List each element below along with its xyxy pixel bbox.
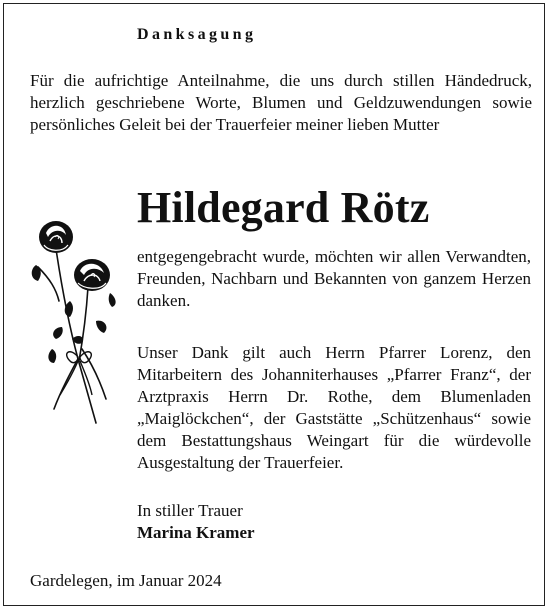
notice-heading: Danksagung bbox=[137, 26, 257, 43]
closing-line: In stiller Trauer bbox=[137, 501, 243, 520]
signer-name: Marina Kramer bbox=[137, 523, 255, 542]
intro-text: Für die aufrichtige Anteilnahme, die uns durch stillen Händedruck, herzlich geschriebene Worte, Blumen und Geldzuwendungen sowie persönliches Geleit bei der Trauerfeier meiner lieben Mutter bbox=[30, 71, 532, 134]
acknowledgement-paragraph: Unser Dank gilt auch Herrn Pfarrer Lorenz, den Mitarbeitern des Johanniterhauses „Pfarrer Franz“, der Arztpraxis Herrn Dr. Rothe, dem Blumenladen „Maiglöckchen“, der Gaststätte „Schützenhaus“ sowie dem Bestattungshaus Weingart für die würdevolle Ausgestaltung der Trauerfeier. bbox=[137, 343, 531, 472]
deceased-name: Hildegard Rötz bbox=[137, 183, 430, 232]
notice-frame bbox=[3, 3, 545, 606]
roses-icon bbox=[26, 209, 130, 429]
place-date: Gardelegen, im Januar 2024 bbox=[30, 571, 222, 590]
thanks-paragraph: entgegengebracht wurde, möchten wir allen Verwandten, Freunden, Nachbarn und Bekannten von ganzem Herzen danken. bbox=[137, 247, 531, 310]
